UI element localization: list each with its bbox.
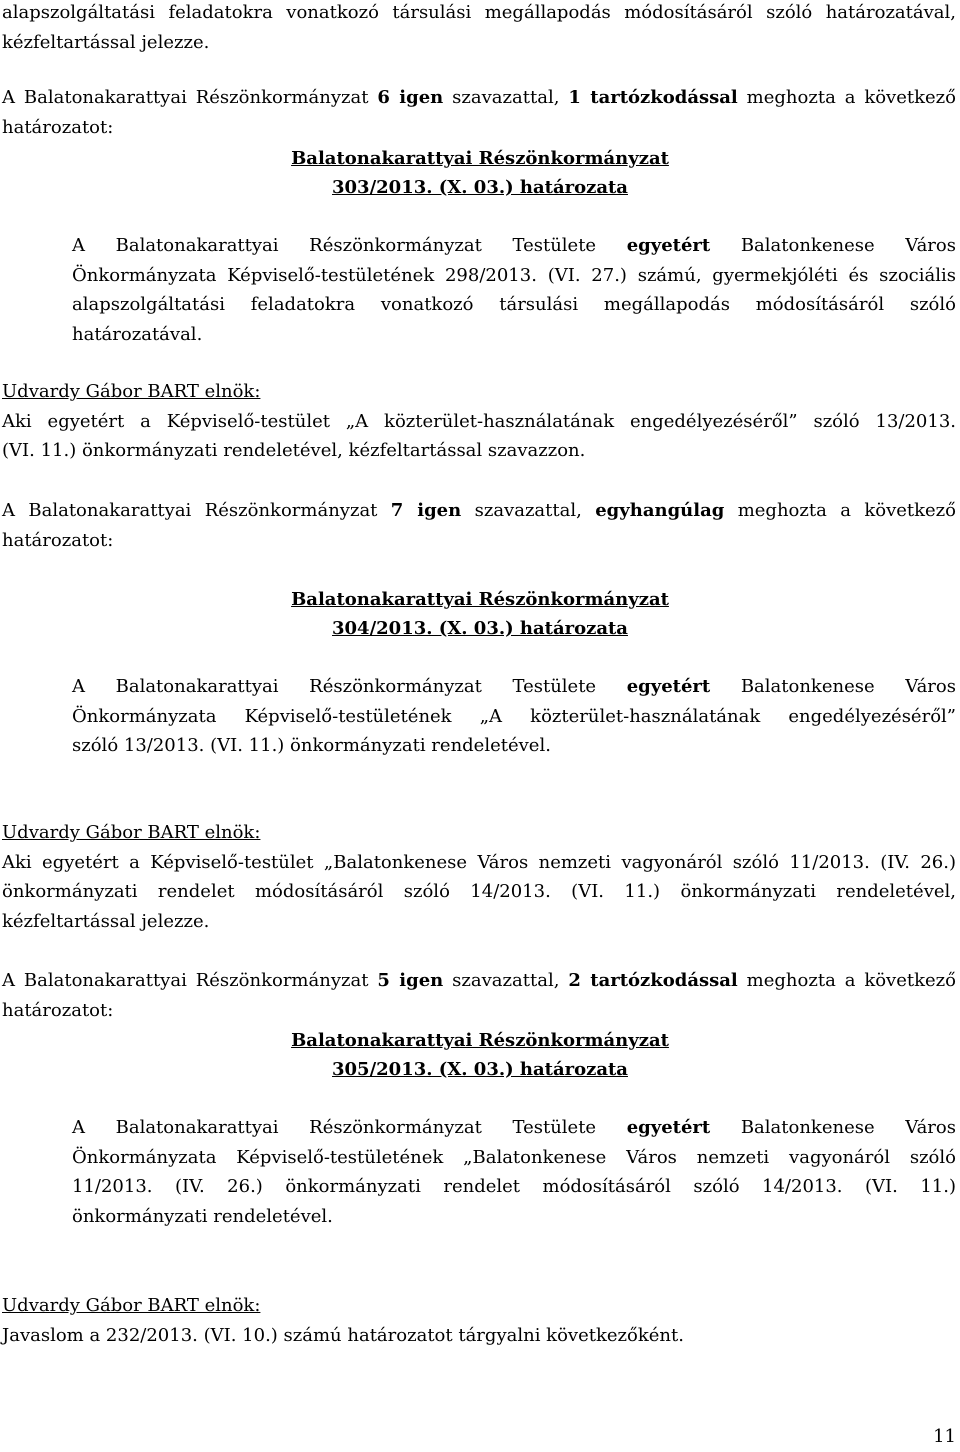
resolution-304-body: [72, 672, 956, 761]
res-305-line-4: önkormányzati rendeletével.: [72, 1205, 333, 1227]
res-305-line-1: [72, 1113, 956, 1143]
res-303-line-2: Önkormányzata Képviselő-testületének 298/2013. (VI. 27.) számú, gyermekjóléti és szociális: [72, 264, 956, 286]
resolution-305-heading-1: Balatonakarattyai Részönkormányzat: [291, 1030, 669, 1051]
speaker-1-name: Udvardy Gábor BART elnök:: [2, 381, 261, 402]
speaker-1-block: [2, 377, 956, 466]
res-305-line-2: Önkormányzata Képviselő-testületének „Balatonkenese Város nemzeti vagyonáról szóló: [72, 1146, 956, 1168]
resolution-303-body: [72, 231, 956, 349]
res-305-text-c: Balatonkenese Város: [710, 1117, 956, 1138]
intro-paragraph: [2, 0, 956, 57]
resolution-303-heading-2: 303/2013. (X. 03.) határozata: [332, 177, 628, 198]
vote-1-text-c: szavazattal,: [443, 87, 569, 108]
speaker-2-name: Udvardy Gábor BART elnök:: [2, 822, 261, 843]
vote-3-line-1: [2, 966, 956, 996]
res-303-text-a: A Balatonakarattyai Részönkormányzat Testülete: [72, 235, 627, 256]
resolution-305-body: [72, 1113, 956, 1231]
vote-2-text-c: szavazattal,: [461, 500, 596, 521]
vote-1-line-2: határozatot:: [2, 116, 114, 138]
res-303-line-3: alapszolgáltatási feladatokra vonatkozó társulási megállapodás módosításáról szóló: [72, 294, 956, 315]
speaker-1-line-1: Aki egyetért a Képviselő-testület „A közterület-használatának engedélyezéséről” szóló 13/2013.: [2, 410, 956, 432]
vote-3-line-2: határozatot:: [2, 999, 114, 1021]
resolution-304-heading-1: Balatonakarattyai Részönkormányzat: [291, 589, 669, 610]
speaker-3-block: [2, 1291, 956, 1350]
res-305-line-3: 11/2013. (IV. 26.) önkormányzati rendelet módosításáról szóló 14/2013. (VI. 11.): [72, 1176, 956, 1197]
vote-2-text-a: A Balatonakarattyai Részönkormányzat: [2, 500, 391, 521]
speaker-3-line-1: Javaslom a 232/2013. (VI. 10.) számú határozatot tárgyalni következőként.: [2, 1324, 684, 1346]
vote-1-line-1: [2, 83, 956, 113]
vote-result-2: [2, 496, 956, 555]
speaker-2-line-3: kézfeltartással jelezze.: [2, 910, 210, 932]
page-number: 11: [933, 1426, 956, 1447]
res-304-text-c: Balatonkenese Város: [710, 676, 956, 697]
res-303-decision: egyetért: [626, 235, 711, 256]
res-303-line-1: [72, 231, 956, 261]
speaker-3-name: Udvardy Gábor BART elnök:: [2, 1295, 261, 1316]
res-304-decision: egyetért: [626, 676, 711, 697]
vote-2-text-e: meghozta a következő: [724, 500, 956, 521]
speaker-1-line-2: (VI. 11.) önkormányzati rendeletével, kézfeltartással szavazzon.: [2, 440, 586, 461]
vote-2-line-1: [2, 496, 956, 526]
vote-3-text-e: meghozta a következő: [737, 970, 956, 991]
resolution-305-heading-2: 305/2013. (X. 03.) határozata: [332, 1059, 628, 1080]
vote-1-text-a: A Balatonakarattyai Részönkormányzat: [2, 87, 378, 108]
speaker-2-block: [2, 818, 956, 936]
vote-3-text-c: szavazattal,: [443, 970, 569, 991]
vote-3-abstain-count: 2 tartózkodással: [568, 970, 738, 991]
vote-2-line-2: határozatot:: [2, 529, 114, 551]
resolution-303-heading-1: Balatonakarattyai Részönkormányzat: [291, 148, 669, 169]
res-303-line-4: határozatával.: [72, 323, 203, 345]
vote-3-yes-count: 5 igen: [377, 970, 444, 991]
res-304-line-2: Önkormányzata Képviselő-testületének „A közterület-használatának engedélyezéséről”: [72, 705, 956, 727]
intro-line-2: kézfeltartással jelezze.: [2, 31, 210, 53]
res-305-decision: egyetért: [626, 1117, 711, 1138]
vote-result-3: [2, 966, 956, 1025]
res-304-line-1: [72, 672, 956, 702]
vote-1-yes-count: 6 igen: [377, 87, 444, 108]
speaker-2-line-1: Aki egyetért a Képviselő-testület „Balatonkenese Város nemzeti vagyonáról szóló 11/2013. (IV. 26.): [2, 851, 956, 873]
vote-3-text-a: A Balatonakarattyai Részönkormányzat: [2, 970, 378, 991]
vote-2-yes-count: 7 igen: [390, 500, 462, 521]
vote-2-unanimous: egyhangúlag: [595, 500, 725, 521]
vote-1-text-e: meghozta a következő: [737, 87, 956, 108]
vote-1-abstain-count: 1 tartózkodással: [568, 87, 738, 108]
intro-line-1: alapszolgáltatási feladatokra vonatkozó társulási megállapodás módosításáról szóló határozatával,: [2, 2, 956, 23]
res-305-text-a: A Balatonakarattyai Részönkormányzat Testülete: [72, 1117, 627, 1138]
res-303-text-c: Balatonkenese Város: [710, 235, 956, 256]
speaker-2-line-2: önkormányzati rendelet módosításáról szóló 14/2013. (VI. 11.) önkormányzati rendeletével,: [2, 881, 956, 902]
resolution-304-heading-2: 304/2013. (X. 03.) határozata: [332, 618, 628, 639]
res-304-text-a: A Balatonakarattyai Részönkormányzat Testülete: [72, 676, 627, 697]
vote-result-1: [2, 83, 956, 142]
res-304-line-3: szóló 13/2013. (VI. 11.) önkormányzati rendeletével.: [72, 735, 551, 756]
